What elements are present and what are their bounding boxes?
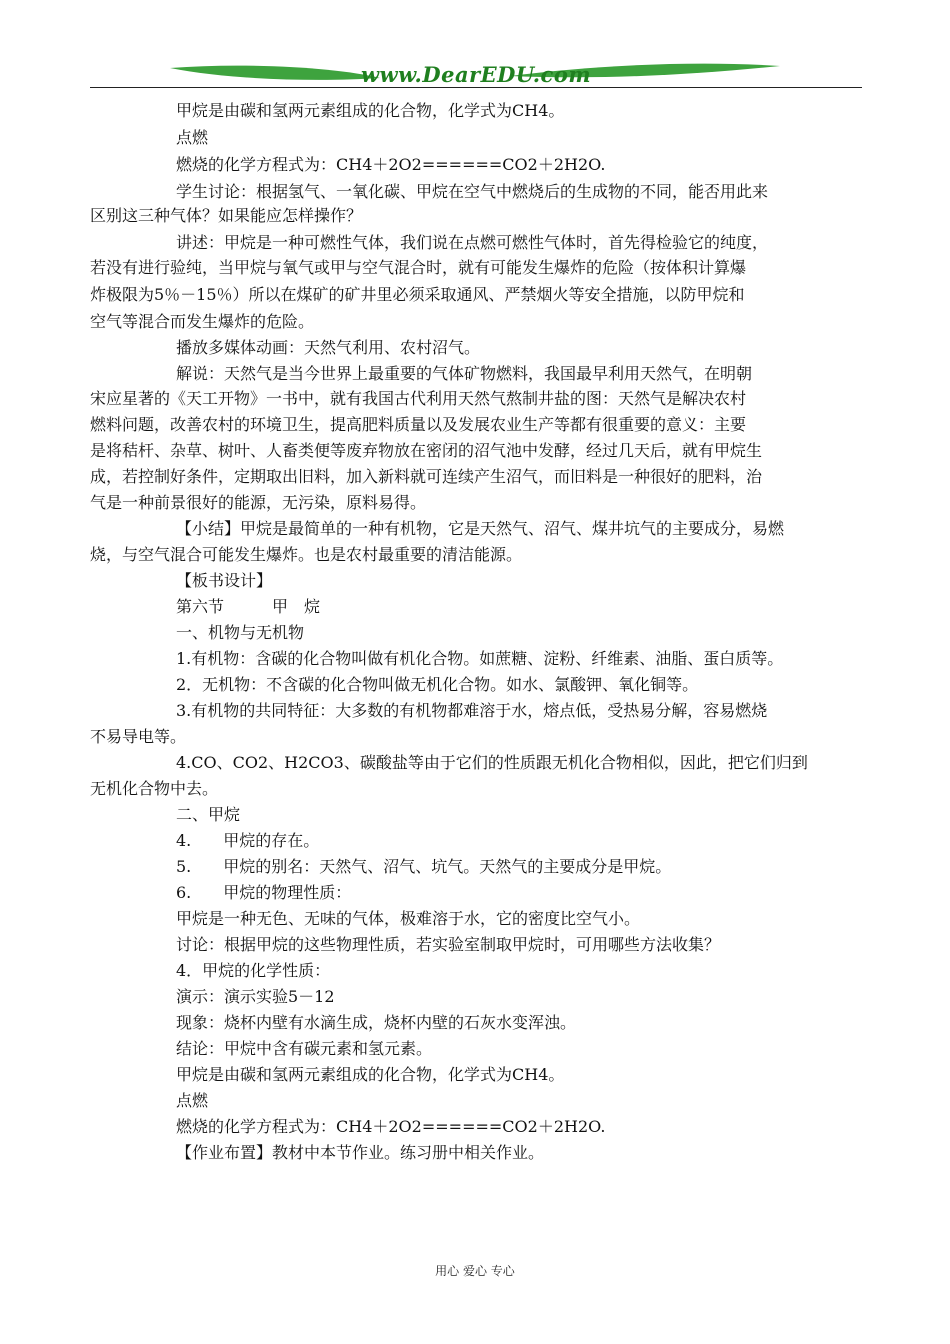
text-line: 是将秸杆、杂草、树叶、人畜类便等废弃物放在密闭的沼气池中发酵，经过几天后，就有甲烷生 xyxy=(90,441,763,460)
text-line: 讲述：甲烷是一种可燃性气体，我们说在点燃可燃性气体时，首先得检验它的纯度， xyxy=(176,233,769,252)
text-line: 不易导电等。 xyxy=(90,727,187,746)
text-line: 甲烷是由碳和氢两元素组成的化合物，化学式为CH4。 xyxy=(176,1065,565,1084)
text-line: 无机化合物中去。 xyxy=(90,779,219,798)
text-line: 烧，与空气混合可能发生爆炸。也是农村最重要的清洁能源。 xyxy=(90,545,523,564)
header-divider xyxy=(90,87,862,88)
text-line: 燃烧的化学方程式为：CH4＋2O2======CO2＋2H2O. xyxy=(176,155,606,174)
text-line: 【板书设计】 xyxy=(176,571,273,590)
text-line: 一、机物与无机物 xyxy=(176,623,305,642)
text-line: 第六节 甲 烷 xyxy=(176,597,321,616)
text-line: 演示：演示实验5－12 xyxy=(176,987,335,1006)
page-header xyxy=(90,52,862,92)
text-line: 气是一种前景很好的能源，无污染，原料易得。 xyxy=(90,493,427,512)
text-line: 甲烷是一种无色、无味的气体，极难溶于水，它的密度比空气小。 xyxy=(176,909,641,928)
text-line: 4. 甲烷的存在。 xyxy=(176,831,320,850)
text-line: 燃料问题，改善农村的环境卫生，提高肥料质量以及发展农业生产等都有很重要的意义：主要 xyxy=(90,415,747,434)
text-line: 4．甲烷的化学性质： xyxy=(176,961,331,980)
text-line: 结论：甲烷中含有碳元素和氢元素。 xyxy=(176,1039,433,1058)
text-line: 点燃 xyxy=(176,128,209,147)
page-footer: 用心 爱心 专心 xyxy=(435,1264,515,1278)
text-line: 宋应星著的《天工开物》一书中，就有我国古代利用天然气熬制井盐的图：天然气是解决农村 xyxy=(90,389,747,408)
text-line: 3.有机物的共同特征：大多数的有机物都难溶于水，熔点低，受热易分解，容易燃烧 xyxy=(176,701,768,720)
text-line: 若没有进行验纯，当甲烷与氧气或甲与空气混合时，就有可能发生爆炸的危险（按体积计算爆 xyxy=(90,258,747,277)
text-line: 6. 甲烷的物理性质： xyxy=(176,883,352,902)
text-line: 2．无机物：不含碳的化合物叫做无机化合物。如水、氯酸钾、氧化铜等。 xyxy=(176,675,699,694)
text-line: 学生讨论：根据氢气、一氧化碳、甲烷在空气中燃烧后的生成物的不同，能否用此来 xyxy=(176,182,769,201)
text-line: 【小结】甲烷是最简单的一种有机物，它是天然气、沼气、煤井坑气的主要成分，易燃 xyxy=(176,519,785,538)
text-line: 甲烷是由碳和氢两元素组成的化合物，化学式为CH4。 xyxy=(176,101,565,120)
text-line: 炸极限为5％－15％）所以在煤矿的矿井里必须采取通风、严禁烟火等安全措施，以防甲烷和 xyxy=(90,285,745,304)
text-line: 燃烧的化学方程式为：CH4＋2O2======CO2＋2H2O. xyxy=(176,1117,606,1136)
text-line: 现象：烧杯内壁有水滴生成，烧杯内壁的石灰水变浑浊。 xyxy=(176,1013,577,1032)
text-line: 播放多媒体动画：天然气利用、农村沼气。 xyxy=(176,338,481,357)
text-line: 空气等混合而发生爆炸的危险。 xyxy=(90,312,315,331)
site-logo[interactable]: www.DearEDU.com xyxy=(360,62,592,87)
text-line: 解说：天然气是当今世界上最重要的气体矿物燃料，我国最早利用天然气，在明朝 xyxy=(176,364,753,383)
text-line: 点燃 xyxy=(176,1091,209,1110)
text-line: 4.CO、CO2、H2CO3、碳酸盐等由于它们的性质跟无机化合物相似，因此，把它们归到 xyxy=(176,753,808,772)
text-line: 区别这三种气体？如果能应怎样操作？ xyxy=(90,206,363,225)
text-line: 【作业布置】教材中本节作业。练习册中相关作业。 xyxy=(176,1143,545,1162)
text-line: 1.有机物：含碳的化合物叫做有机化合物。如蔗糖、淀粉、纤维素、油脂、蛋白质等。 xyxy=(176,649,784,668)
text-line: 成，若控制好条件，定期取出旧料，加入新料就可连续产生沼气，而旧料是一种很好的肥料，治 xyxy=(90,467,763,486)
text-line: 讨论：根据甲烷的这些物理性质，若实验室制取甲烷时，可用哪些方法收集？ xyxy=(176,935,721,954)
text-line: 二、甲烷 xyxy=(176,805,241,824)
text-line: 5. 甲烷的别名：天然气、沼气、坑气。天然气的主要成分是甲烷。 xyxy=(176,857,672,876)
